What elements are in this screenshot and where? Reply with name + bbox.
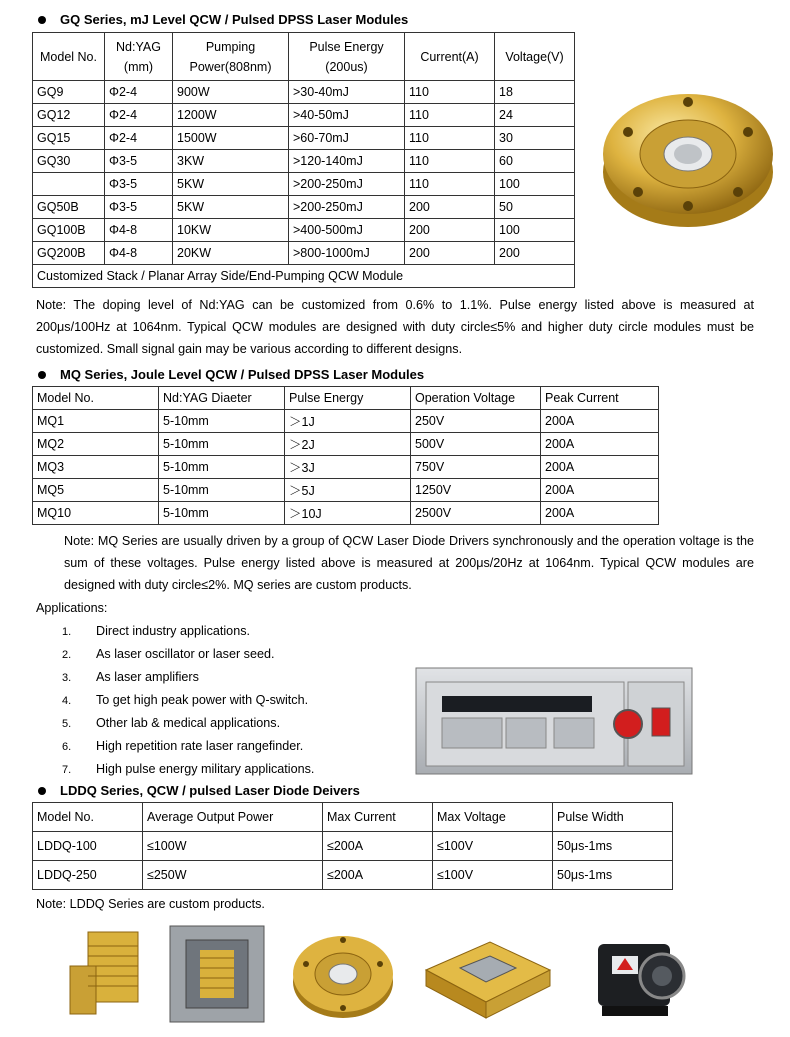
gq-header-current: Current(A) xyxy=(405,33,495,81)
pump-chamber-image xyxy=(166,922,268,1026)
list-item: 7. High pulse energy military applications. xyxy=(62,762,315,776)
mq-header-row: Model No. Nd:YAG Diaeter Pulse Energy Operation Voltage Peak Current xyxy=(33,387,659,410)
mq-table xyxy=(32,386,659,525)
mq-note: Note: MQ Series are usually driven by a group of QCW Laser Diode Drivers synchronously and the operation voltage is the sum of these voltages. Pulse energy listed above is measured at 200μs/20Hz at 1064nm. Typical QCW modules are designed with duty circle≤2%. MQ series are custom products. xyxy=(64,534,754,592)
gq-header-voltage: Voltage(V) xyxy=(495,33,575,81)
table-row: MQ10 5-10mm ＞10J 2500V 200A xyxy=(33,502,659,525)
table-row: GQ30 Φ3-5 3KW >120-140mJ 110 60 xyxy=(33,150,575,173)
lddq-title: LDDQ Series, QCW / pulsed Laser Diode Deivers xyxy=(60,783,360,798)
bullet-icon xyxy=(38,16,46,24)
driver-image xyxy=(414,664,696,778)
table-row: MQ1 5-10mm ＞1J 250V 200A xyxy=(33,410,659,433)
table-row: GQ12 Φ2-4 1200W >40-50mJ 110 24 xyxy=(33,104,575,127)
gq-header-pumping: Pumping Power(808nm) xyxy=(173,33,289,81)
lddq-table xyxy=(32,802,673,890)
gq-header-ndyag: Nd:YAG (mm) xyxy=(105,33,173,81)
laser-head-image xyxy=(592,926,688,1024)
table-row: MQ2 5-10mm ＞2J 500V 200A xyxy=(33,433,659,456)
lddq-heading xyxy=(38,783,360,798)
gq-header-pulse-energy: Pulse Energy (200us) xyxy=(289,33,405,81)
list-item: 3. As laser amplifiers xyxy=(62,670,199,684)
bullet-icon xyxy=(38,371,46,379)
table-row: GQ50B Φ3-5 5KW >200-250mJ 200 50 xyxy=(33,196,575,219)
ring-module-image xyxy=(290,930,396,1022)
table-row: MQ5 5-10mm ＞5J 1250V 200A xyxy=(33,479,659,502)
mq-heading xyxy=(38,367,424,382)
list-item: 5. Other lab & medical applications. xyxy=(62,716,281,730)
gq-header-row xyxy=(33,33,575,81)
diode-stack-image xyxy=(66,926,148,1022)
table-row: GQ9 Φ2-4 900W >30-40mJ 110 18 xyxy=(33,81,575,104)
gq-module-image xyxy=(598,82,778,232)
applications-list xyxy=(62,620,314,781)
gq-title: GQ Series, mJ Level QCW / Pulsed DPSS Laser Modules xyxy=(60,12,409,27)
table-row: GQ100B Φ4-8 10KW >400-500mJ 200 100 xyxy=(33,219,575,242)
table-row: Φ3-5 5KW >200-250mJ 110 100 xyxy=(33,173,575,196)
bullet-icon xyxy=(38,787,46,795)
table-row: MQ3 5-10mm ＞3J 750V 200A xyxy=(33,456,659,479)
lddq-header-row: Model No. Average Output Power Max Current Max Voltage Pulse Width xyxy=(33,803,673,832)
applications-title: Applications: xyxy=(36,601,108,615)
gq-note: Note: The doping level of Nd:YAG can be customized from 0.6% to 1.1%. Pulse energy listed above is measured at 200μs/100Hz at 1064nm. Typical QCW modules are designed with duty circle≤5% and higher duty circle modules must be customized. Small signal gain may be various according to different designs. xyxy=(36,298,754,356)
gq-header-model: Model No. xyxy=(33,33,105,81)
table-row: LDDQ-100 ≤100W ≤200A ≤100V 50μs-1ms xyxy=(33,832,673,861)
slab-module-image xyxy=(420,930,554,1022)
list-item: 4. To get high peak power with Q-switch. xyxy=(62,693,309,707)
table-row: GQ200B Φ4-8 20KW >800-1000mJ 200 200 xyxy=(33,242,575,265)
gq-heading xyxy=(38,12,408,27)
list-item: 6. High repetition rate laser rangefinder. xyxy=(62,739,304,753)
table-row: LDDQ-250 ≤250W ≤200A ≤100V 50μs-1ms xyxy=(33,861,673,890)
lddq-note: Note: LDDQ Series are custom products. xyxy=(36,897,265,911)
mq-title: MQ Series, Joule Level QCW / Pulsed DPSS Laser Modules xyxy=(60,367,425,382)
gq-table xyxy=(32,32,575,288)
gq-footer-row: Customized Stack / Planar Array Side/End-Pumping QCW Module xyxy=(33,265,575,288)
list-item: 2. As laser oscillator or laser seed. xyxy=(62,647,275,661)
list-item: 1. Direct industry applications. xyxy=(62,624,250,638)
table-row: GQ15 Φ2-4 1500W >60-70mJ 110 30 xyxy=(33,127,575,150)
